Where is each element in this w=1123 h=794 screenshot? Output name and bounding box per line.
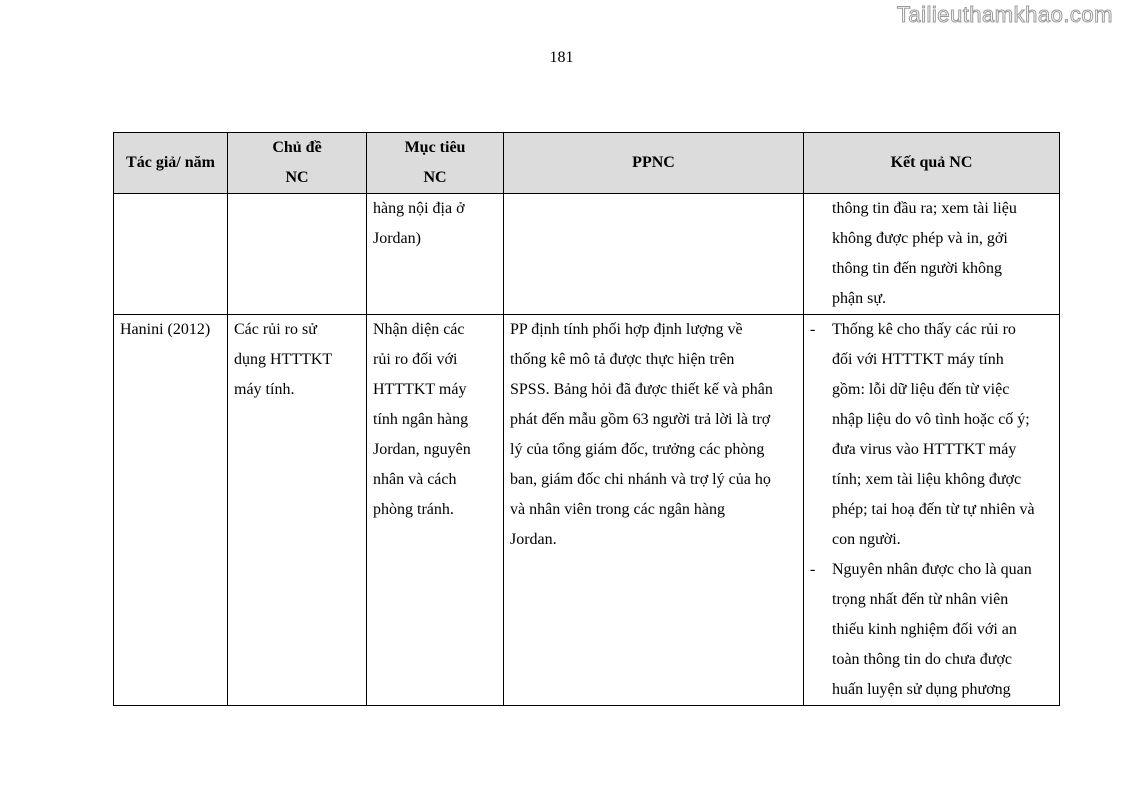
cell-method — [504, 194, 804, 315]
cell-results — [804, 315, 1060, 706]
table-row-hanini — [114, 315, 1060, 706]
header-topic: Chủ đề NC — [228, 133, 367, 194]
cell-objective: Nhận diện các rủi ro đối với HTTTKT máy tính ngân hàng Jordan, nguyên nhân và cách phòng tránh. — [367, 315, 504, 706]
list-item: - Nguyên nhân được cho là quan trọng nhất đến từ nhân viên thiếu kinh nghiệm đối với an toàn thông tin do chưa được huấn luyện sử dụng phương — [810, 561, 1032, 698]
header-objective: Mục tiêu NC — [367, 133, 504, 194]
cell-author — [114, 194, 228, 315]
table-header-row — [114, 133, 1060, 194]
header-author-year: Tác giả/ năm — [114, 133, 228, 194]
header-results: Kết quả NC — [804, 133, 1060, 194]
cell-results: thông tin đầu ra; xem tài liệu không được phép và in, gởi thông tin đến người không phận sự. — [804, 194, 1060, 315]
watermark: Tailieuthamkhao.com — [896, 2, 1113, 27]
cell-topic — [228, 194, 367, 315]
list-item: - Thống kê cho thấy các rủi ro đối với HTTTKT máy tính gồm: lỗi dữ liệu đến từ việc nhập liệu do vô tình hoặc cố ý; đưa virus vào HTTTKT máy tính; xem tài liệu không được phép; tai hoạ đến từ tự nhiên và con người. — [810, 321, 1035, 548]
table-row-continuation — [114, 194, 1060, 315]
literature-review-table — [113, 132, 1060, 706]
cell-author: Hanini (2012) — [114, 315, 228, 706]
header-method: PPNC — [504, 133, 804, 194]
page-number: 181 — [549, 49, 574, 66]
cell-objective: hàng nội địa ở Jordan) — [367, 194, 504, 315]
cell-topic: Các rủi ro sử dụng HTTTKT máy tính. — [228, 315, 367, 706]
cell-method: PP định tính phối hợp định lượng về thống kê mô tả được thực hiện trên SPSS. Bảng hỏi đã được thiết kế và phân phát đến mẫu gồm 63 người trả lời là trợ lý của tổng giám đốc, trưởng các phòng ban, giám đốc chi nhánh và trợ lý của họ và nhân viên trong các ngân hàng Jordan. — [504, 315, 804, 706]
